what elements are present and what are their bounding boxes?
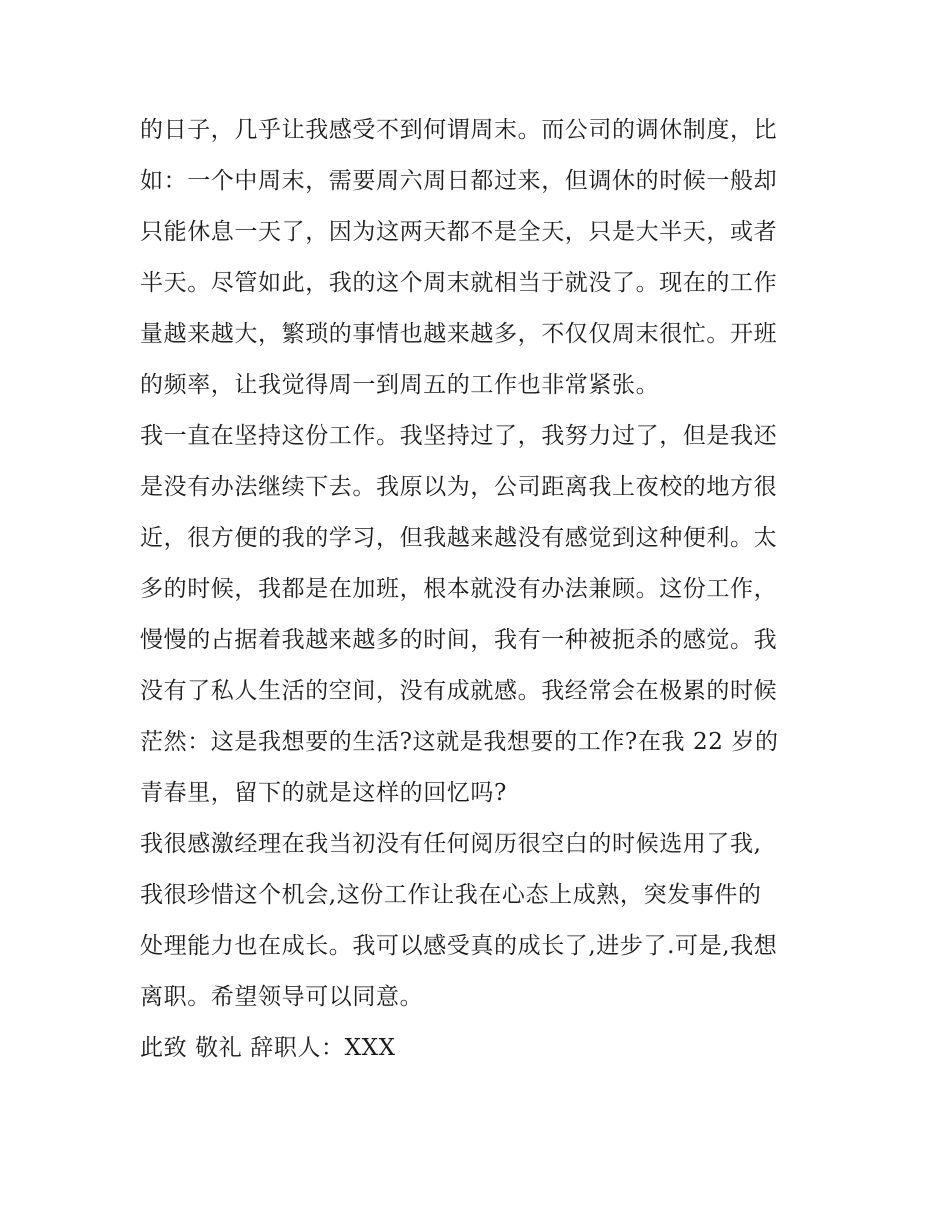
text-line-13: 茫然：这是我想要的生活?这就是我想要的工作?在我 22 岁的 (140, 729, 779, 755)
text-line-1: 的日子，几乎让我感受不到何谓周末。而公司的调休制度，比 (140, 117, 778, 143)
text-line-3: 只能休息一天了，因为这两天都不是全天，只是大半天，或者 (140, 219, 778, 245)
text-line-5: 量越来越大，繁琐的事情也越来越多，不仅仅周末很忙。开班 (140, 321, 778, 347)
text-line-10: 多的时候，我都是在加班，根本就没有办法兼顾。这份工作， (140, 576, 778, 602)
text-line-16: 我很珍惜这个机会,这份工作让我在心态上成熟，突发事件的 (140, 882, 762, 908)
text-line-8: 是没有办法继续下去。我原以为，公司距离我上夜校的地方很 (140, 474, 778, 500)
text-line-14: 青春里，留下的就是这样的回忆吗? (140, 780, 507, 806)
signature-line: 此致 敬礼 辞职人：XXX (140, 1035, 396, 1061)
text-line-6: 的频率，让我觉得周一到周五的工作也非常紧张。 (140, 372, 660, 398)
text-line-12: 没有了私人生活的空间，没有成就感。我经常会在极累的时候 (140, 678, 778, 704)
text-line-15: 我很感激经理在我当初没有任何阅历很空白的时候选用了我, (140, 831, 762, 857)
text-line-11: 慢慢的占据着我越来越多的时间，我有一种被扼杀的感觉。我 (140, 627, 778, 653)
text-line-4: 半天。尽管如此，我的这个周末就相当于就没了。现在的工作 (140, 270, 778, 296)
text-line-9: 近，很方便的我的学习，但我越来越没有感觉到这种便利。太 (140, 525, 778, 551)
text-line-18: 离职。希望领导可以同意。 (140, 984, 424, 1010)
text-line-2: 如：一个中周末，需要周六周日都过来，但调休的时候一般却 (140, 168, 778, 194)
text-line-17: 处理能力也在成长。我可以感受真的成长了,进步了.可是,我想 (140, 933, 778, 959)
letter-body (140, 105, 820, 1074)
text-line-7: 我一直在坚持这份工作。我坚持过了，我努力过了，但是我还 (140, 423, 778, 449)
